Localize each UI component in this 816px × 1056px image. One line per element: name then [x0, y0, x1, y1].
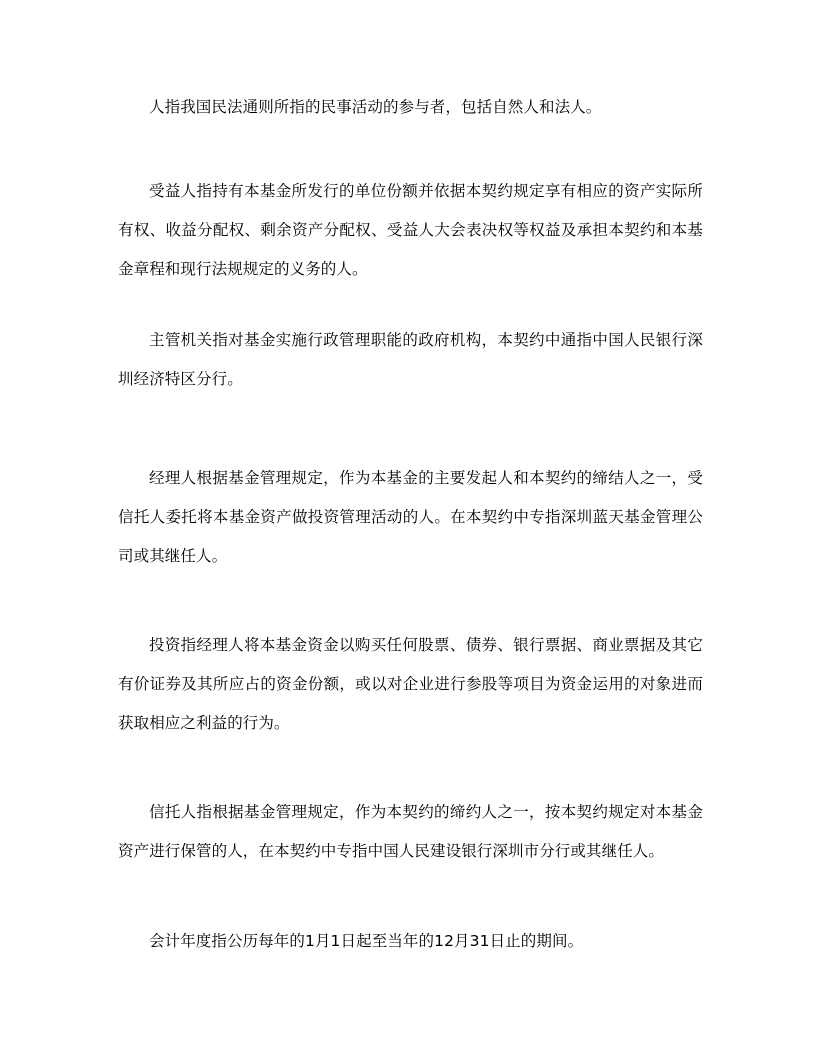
paragraph-beneficiary-definition: 受益人指持有本基金所发行的单位份额并依据本契约规定享有相应的资产实际所有权、收益分配权、剩余资产分配权、受益人大会表决权等权益及承担本契约和本基金章程和现行法规规定的义务的人。: [118, 182, 703, 278]
paragraph-authority-definition: 主管机关指对基金实施行政管理职能的政府机构，本契约中通指中国人民银行深圳经济特区分行。: [118, 331, 703, 388]
paragraph-trustee-definition: 信托人指根据基金管理规定，作为本契约的缔约人之一，按本契约规定对本基金资产进行保管的人，在本契约中专指中国人民建设银行深圳市分行或其继任人。: [118, 803, 703, 860]
paragraph-participant-definition: 人指我国民法通则所指的民事活动的参与者，包括自然人和法人。: [149, 98, 602, 116]
paragraph-investment-definition: 投资指经理人将本基金资金以购买任何股票、债券、银行票据、商业票据及其它有价证券及其所应占的资金份额，或以对企业进行参股等项目为资金运用的对象进而获取相应之利益的行为。: [118, 636, 703, 732]
paragraph-manager-definition: 经理人根据基金管理规定，作为本基金的主要发起人和本契约的缔结人之一，受信托人委托将本基金资产做投资管理活动的人。在本契约中专指深圳蓝天基金管理公司或其继任人。: [118, 469, 703, 565]
paragraph-fiscal-year-definition: 会计年度指公历每年的1月1日起至当年的12月31日止的期间。: [149, 932, 584, 950]
